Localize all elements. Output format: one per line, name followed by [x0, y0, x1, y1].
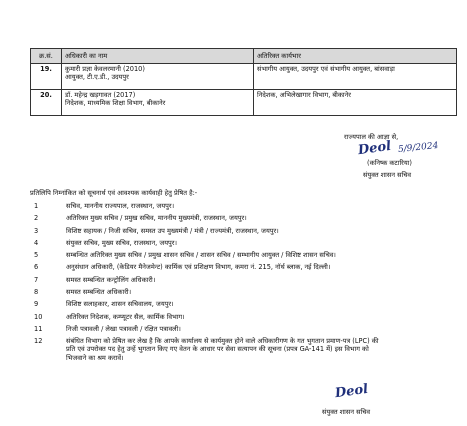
list-item-text: [66, 227, 462, 235]
list-item-line: निजी पत्रावली / लेखा पत्रावली / रक्षित पत्रावली।: [66, 324, 181, 333]
list-item-text: [66, 300, 462, 308]
row-officer-name: [62, 90, 254, 116]
list-item-number: 3: [34, 226, 39, 235]
copy-list: [30, 202, 462, 366]
list-item-number: 9: [34, 300, 39, 309]
header-officer-name: अधिकारी का नाम: [62, 49, 254, 64]
list-item-text: [66, 337, 462, 362]
table-row: [31, 90, 457, 116]
list-item: [30, 325, 462, 333]
list-item-line: अतिरिक्त मुख्य सचिव / प्रमुख सचिव, माननीय मुख्यमंत्री, राजस्थान, जयपुर।: [66, 214, 247, 223]
list-item-line: अनुसंधान अधिकारी, (केडियर मैनेजमेन्ट) कार्मिक एवं प्रशिक्षण विभाग, कमरा नं. 215, नॉर्थ ब्लाक, नई दिल्ली।: [66, 263, 331, 272]
list-item-line: विशिष्ट सहायक / निजी सचिव, समस्त उप मुख्यमंत्री / मंत्री / राज्यमंत्री, राजस्थान, जयपुर।: [66, 226, 279, 235]
officer-name-line2: आयुक्त, टी.ए.डी., उदयपुर: [65, 73, 129, 82]
list-item-line: समस्त सम्बन्धित अधिकारी।: [66, 288, 132, 297]
officer-name-line2: निदेशक, माध्यमिक शिक्षा विभाग, बीकानेर: [65, 99, 166, 108]
list-item-line: सम्बन्धित अतिरिक्त मुख्य सचिव / प्रमुख शासन सचिव / शासन सचिव / सम्भागीय आयुक्त / विशिष्ट शासन सचिव।: [66, 251, 336, 260]
list-item-text: [66, 276, 462, 284]
copy-intro: प्रतिलिपि निम्नांकित को सूचनार्थ एवं आवश्यक कार्यवाही हेतु प्रेषित है:-: [30, 189, 198, 197]
row-additional-charge: संभागीय आयुक्त, उदयपुर एवं संभागीय आयुक्त, बांसवाड़ा: [254, 64, 457, 90]
list-item-number: 7: [34, 275, 39, 284]
list-item: [30, 202, 462, 210]
list-item: [30, 337, 462, 362]
table-row: [31, 64, 457, 90]
list-item: [30, 227, 462, 235]
row-serial: 19.: [31, 64, 62, 90]
list-item: [30, 239, 462, 247]
list-item: [30, 288, 462, 296]
list-item-line: भिजवाने का श्रम करावें।: [66, 353, 124, 362]
list-item-line: संबंधित विभाग को प्रेषित कर लेख है कि आपके कार्यालय से कार्यमुक्त होने वाले अधिकारीगण के गत भुगतान प्रमाण-पत्र (LPC) की: [66, 337, 379, 346]
list-item-text: [66, 251, 462, 259]
table-header-row: [31, 49, 457, 64]
list-item-line: प्रति एवं उपरोक्त पद हेतु उन्हें भुगतान किए गए वेतन के आधार पर सेवा सत्यापन की सूचना (प्रपत्र GA-141 में) इस विभाग को: [66, 345, 369, 354]
list-item-number: 6: [34, 263, 39, 272]
list-item-text: [66, 239, 462, 247]
list-item: [30, 251, 462, 259]
list-item: [30, 313, 462, 321]
header-additional-charge: अतिरिक्त कार्यभार: [254, 49, 457, 64]
list-item-number: 10: [34, 312, 43, 321]
header-serial: क्र.सं.: [31, 49, 62, 64]
list-item-number: 11: [34, 324, 43, 333]
footer-signatory-title: संयुक्त शासन सचिव: [322, 408, 371, 416]
list-item-text: [66, 288, 462, 296]
list-item-number: 12: [34, 337, 43, 346]
footer-signature-image: Deol: [334, 381, 370, 402]
list-item-text: [66, 202, 462, 210]
list-item: [30, 214, 462, 222]
list-item-line: समस्त सम्बन्धित कन्ट्रोलिंग अधिकारी।: [66, 275, 156, 284]
row-additional-charge: निदेशक, अभिलेखागार विभाग, बीकानेर: [254, 90, 457, 116]
list-item-text: [66, 325, 462, 333]
list-item: [30, 276, 462, 284]
list-item-text: [66, 263, 462, 271]
signature-image: Deol: [357, 138, 393, 159]
by-order-text: राज्यपाल की आज्ञा से,: [344, 133, 399, 141]
list-item-number: 4: [34, 238, 39, 247]
list-item-number: 5: [34, 251, 39, 260]
signatory-title: संयुक्त शासन सचिव: [363, 171, 412, 179]
list-item-line: संयुक्त सचिव, मुख्य सचिव, राजस्थान, जयपुर।: [66, 238, 177, 247]
handwritten-date: 5/9/2024: [397, 140, 439, 156]
list-item-text: [66, 313, 462, 321]
officer-name-line1: कुमारी प्रज्ञा केवलरमानी (2010): [65, 65, 145, 73]
list-item-number: 2: [34, 214, 39, 223]
row-serial: 20.: [31, 90, 62, 116]
list-item: [30, 300, 462, 308]
list-item-line: अतिरिक्त निदेशक, कम्प्यूटर सैल, कार्मिक विभाग।: [66, 312, 185, 321]
list-item: [30, 263, 462, 271]
list-item-number: 1: [34, 202, 39, 210]
officer-charge-table: [30, 48, 457, 116]
list-item-text: [66, 214, 462, 222]
list-item-line: विशिष्ट सलाहकार, शासन सचिवालय, जयपुर।: [66, 300, 174, 309]
list-item-line: सचिव, माननीय राज्यपाल, राजस्थान, जयपुर।: [66, 202, 175, 210]
signatory-name: (कनिष्क कटारिया): [367, 159, 412, 167]
officer-name-line1: डॉ. महेन्द्र खड़गावत (2017): [65, 91, 136, 99]
list-item-number: 8: [34, 288, 39, 297]
row-officer-name: [62, 64, 254, 90]
